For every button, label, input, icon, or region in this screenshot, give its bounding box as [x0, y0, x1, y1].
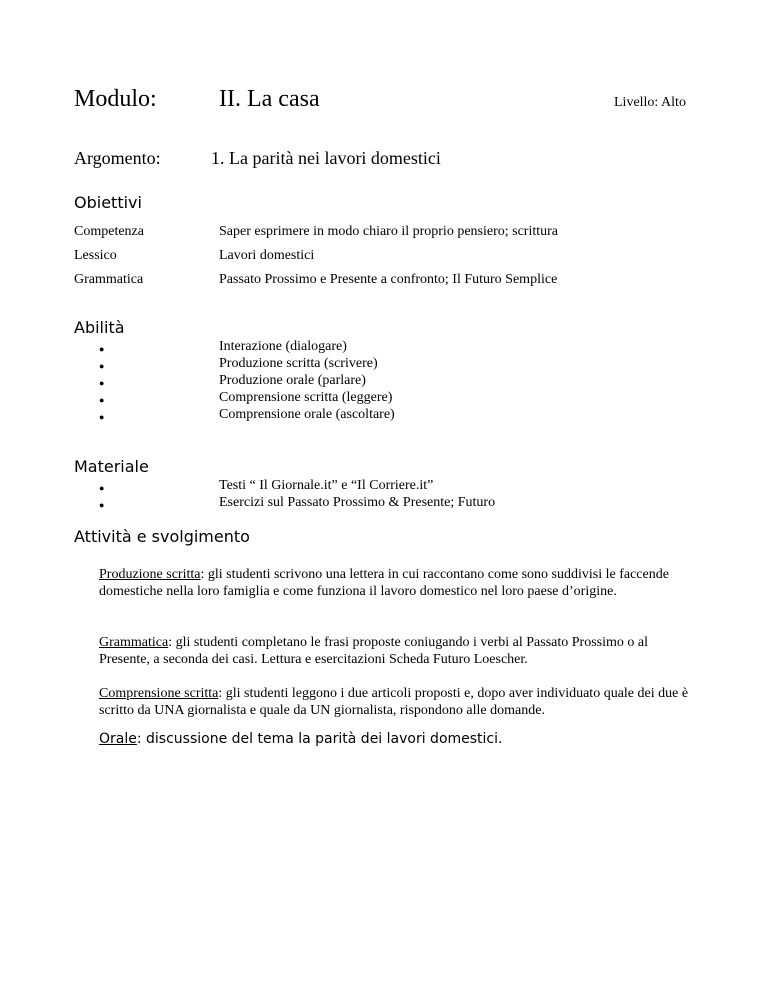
abilita-item: Produzione scritta (scrivere) — [219, 356, 378, 371]
bullet-icon: ● — [99, 344, 105, 354]
bullet-icon: ● — [99, 412, 105, 422]
abilita-item: Produzione orale (parlare) — [219, 373, 366, 388]
bullet-icon: ● — [99, 500, 105, 510]
paragraph-label: Produzione scritta — [99, 567, 201, 582]
paragraph-text: : discussione del tema la parità dei lavori domestici. — [136, 731, 503, 747]
livello-label: Livello: Alto — [614, 95, 686, 110]
attivita-paragraph — [99, 566, 699, 600]
bullet-icon: ● — [99, 378, 105, 388]
bullet-icon: ● — [99, 395, 105, 405]
obiettivi-value: Saper esprimere in modo chiaro il proprio pensiero; scrittura — [219, 224, 559, 239]
paragraph-label: Orale — [99, 731, 137, 747]
attivita-heading: Attività e svolgimento — [74, 527, 250, 546]
paragraph-text: : gli studenti completano le frasi proposte coniugando i verbi al Passato Prossimo o al Presente, a seconda dei casi. Lettura e esercitazioni Scheda Futuro Loescher. — [99, 635, 648, 667]
paragraph-label: Grammatica — [99, 635, 169, 650]
attivita-paragraph — [99, 731, 699, 748]
argomento-value: 1. La parità nei lavori domestici — [211, 148, 441, 168]
abilita-heading: Abilità — [74, 318, 125, 337]
attivita-paragraph — [99, 685, 699, 719]
abilita-item: Interazione (dialogare) — [219, 339, 347, 354]
abilita-item: Comprensione orale (ascoltare) — [219, 407, 395, 422]
materiale-item: Esercizi sul Passato Prossimo & Presente; Futuro — [219, 495, 496, 510]
modulo-label: Modulo: — [74, 86, 157, 112]
bullet-icon: ● — [99, 483, 105, 493]
paragraph-label: Comprensione scritta — [99, 686, 219, 701]
paragraph-text: : gli studenti scrivono una lettera in cui raccontano come sono suddivisi le faccende domestiche nella loro famiglia e come funziona il lavoro domestico nel loro paese d’origine. — [99, 567, 669, 599]
materiale-item: Testi “ Il Giornale.it” e “Il Corriere.it” — [219, 478, 434, 493]
bullet-icon: ● — [99, 361, 105, 371]
obiettivi-heading: Obiettivi — [74, 193, 142, 212]
obiettivi-value: Passato Prossimo e Presente a confronto; Il Futuro Semplice — [219, 272, 558, 287]
modulo-value: II. La casa — [219, 86, 320, 112]
obiettivi-value: Lavori domestici — [219, 248, 315, 263]
abilita-item: Comprensione scritta (leggere) — [219, 390, 393, 405]
paragraph-text: : gli studenti leggono i due articoli proposti e, dopo aver individuato quale dei due è scritto da UNA giornalista e quale da UN giornalista, rispondono alle domande. — [99, 686, 689, 718]
obiettivi-label: Competenza — [74, 224, 144, 239]
obiettivi-label: Lessico — [74, 248, 117, 263]
materiale-heading: Materiale — [74, 457, 149, 476]
argomento-label: Argomento: — [74, 148, 161, 168]
obiettivi-label: Grammatica — [74, 272, 144, 287]
attivita-paragraph — [99, 634, 699, 668]
